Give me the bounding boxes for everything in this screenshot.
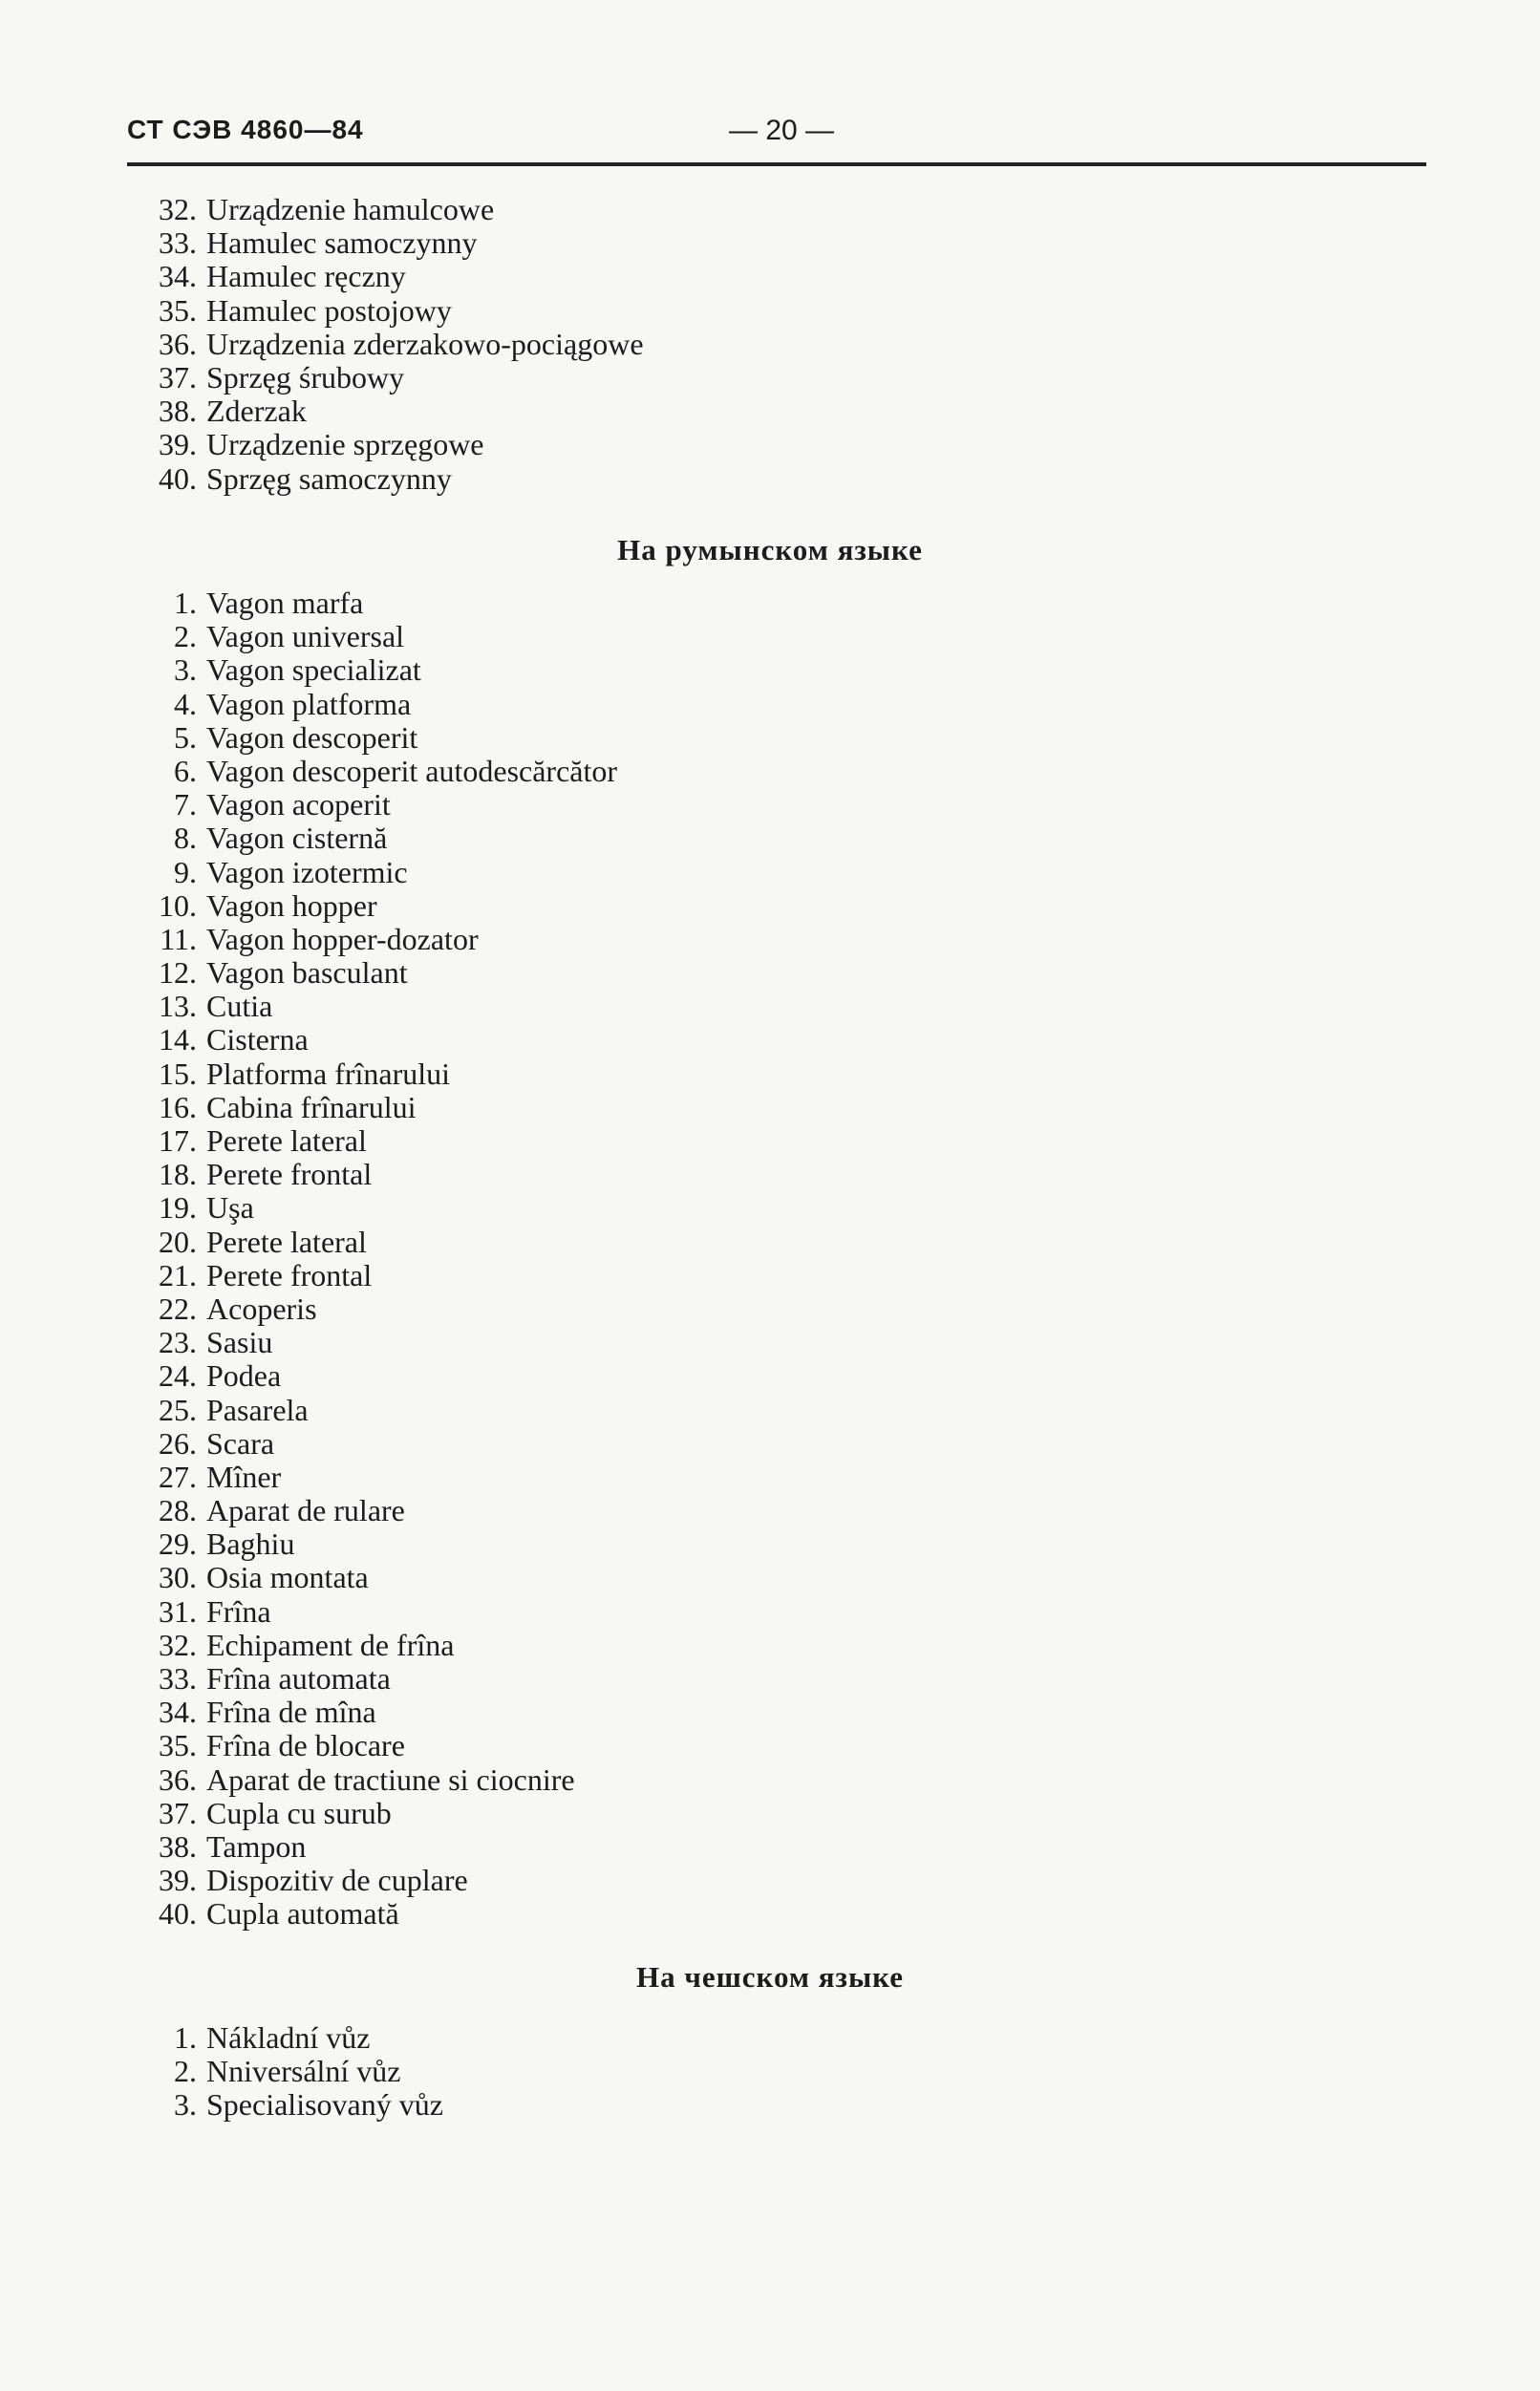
item-term: Urządzenie sprzęgowe	[206, 427, 484, 462]
list-item	[134, 653, 617, 687]
list-item	[134, 328, 644, 361]
item-number: 39.	[159, 427, 197, 462]
item-number: 25.	[159, 1392, 197, 1427]
polish-term-list	[134, 193, 644, 496]
list-item	[134, 1057, 617, 1091]
list-item	[134, 755, 617, 788]
list-item	[134, 1124, 617, 1158]
item-number: 23.	[159, 1325, 197, 1360]
item-number: 28.	[159, 1493, 197, 1528]
list-item	[134, 620, 617, 653]
item-term: Perete frontal	[206, 1157, 373, 1192]
item-term: Perete lateral	[206, 1123, 367, 1158]
item-number: 2.	[174, 619, 197, 654]
item-term: Vagon basculant	[206, 955, 408, 991]
list-item	[134, 2021, 443, 2055]
list-item	[134, 1292, 617, 1326]
list-item	[134, 856, 617, 889]
item-term: Perete frontal	[206, 1257, 373, 1292]
item-number: 30.	[159, 1560, 197, 1595]
standard-code: СТ СЭВ 4860—84	[127, 115, 364, 144]
item-number: 15.	[159, 1056, 197, 1091]
item-term: Vagon specializat	[206, 652, 421, 688]
item-number: 17.	[159, 1123, 197, 1158]
item-term: Urządzenie hamulcowe	[206, 192, 495, 226]
list-item	[134, 1158, 617, 1191]
list-item	[134, 1259, 617, 1292]
item-number: 16.	[159, 1089, 197, 1124]
list-item	[134, 788, 617, 822]
list-item	[134, 923, 617, 956]
list-item	[134, 1629, 617, 1662]
item-number: 24.	[159, 1358, 197, 1394]
item-term: Vagon acoperit	[206, 787, 391, 822]
list-item	[134, 1763, 617, 1797]
list-item	[134, 1864, 617, 1897]
item-number: 34.	[159, 259, 197, 294]
list-item	[134, 1595, 617, 1629]
item-number: 38.	[159, 1828, 197, 1864]
list-item	[134, 2088, 443, 2122]
list-item	[134, 1561, 617, 1594]
item-term: Hamulec ręczny	[206, 259, 406, 294]
item-number: 40.	[159, 460, 197, 496]
item-number: 1.	[174, 2020, 197, 2055]
item-number: 36.	[159, 1761, 197, 1797]
item-term: Sasiu	[206, 1325, 273, 1360]
list-item	[134, 193, 644, 226]
item-term: Nniversální vůz	[206, 2054, 401, 2089]
item-term: Osia montata	[206, 1560, 369, 1595]
list-item	[134, 1326, 617, 1359]
item-term: Frîna de blocare	[206, 1728, 405, 1763]
item-number: 4.	[174, 686, 197, 721]
item-term: Podea	[206, 1358, 282, 1394]
item-number: 8.	[174, 821, 197, 856]
item-term: Zderzak	[206, 394, 307, 429]
item-number: 13.	[159, 989, 197, 1024]
item-number: 27.	[159, 1459, 197, 1494]
item-term: Frîna	[206, 1593, 271, 1629]
romanian-section-heading: На румынском языке	[617, 533, 923, 566]
page-number: — 20 —	[729, 115, 835, 146]
page-header	[127, 115, 1426, 153]
list-item	[134, 1662, 617, 1696]
item-term: Cupla cu surub	[206, 1795, 392, 1830]
list-item	[134, 1394, 617, 1427]
header-rule	[127, 162, 1426, 166]
item-term: Vagon hopper	[206, 887, 377, 923]
item-number: 37.	[159, 1795, 197, 1830]
item-number: 39.	[159, 1863, 197, 1898]
item-term: Tampon	[206, 1828, 307, 1864]
item-term: Cupla automată	[206, 1896, 399, 1932]
list-item	[134, 1797, 617, 1830]
list-item	[134, 294, 644, 328]
item-number: 40.	[159, 1896, 197, 1932]
list-item	[134, 1023, 617, 1057]
item-term: Uşa	[206, 1190, 254, 1226]
list-item	[134, 1461, 617, 1494]
item-term: Frîna de mîna	[206, 1695, 376, 1730]
item-term: Cabina frînarului	[206, 1089, 417, 1124]
item-term: Acoperis	[206, 1291, 317, 1326]
item-term: Vagon cisternă	[206, 821, 388, 856]
item-term: Platforma frînarului	[206, 1056, 451, 1091]
romanian-term-list	[134, 587, 617, 1932]
item-term: Sprzęg samoczynny	[206, 460, 452, 496]
item-number: 34.	[159, 1695, 197, 1730]
item-number: 5.	[174, 719, 197, 755]
item-number: 11.	[160, 921, 197, 956]
list-item	[134, 822, 617, 855]
list-item	[134, 1091, 617, 1124]
item-term: Cisterna	[206, 1022, 309, 1057]
list-item	[134, 1830, 617, 1864]
item-number: 26.	[159, 1425, 197, 1461]
item-number: 22.	[159, 1291, 197, 1326]
item-term: Scara	[206, 1425, 275, 1461]
item-number: 21.	[159, 1257, 197, 1292]
item-number: 12.	[159, 955, 197, 991]
item-number: 18.	[159, 1157, 197, 1192]
item-term: Vagon universal	[206, 619, 405, 654]
list-item	[134, 462, 644, 496]
item-term: Vagon izotermic	[206, 854, 408, 889]
item-number: 37.	[159, 359, 197, 395]
item-number: 33.	[159, 1661, 197, 1696]
item-term: Sprzęg śrubowy	[206, 359, 405, 395]
list-item	[134, 956, 617, 990]
list-item	[134, 1494, 617, 1527]
list-item	[134, 395, 644, 428]
list-item	[134, 1527, 617, 1561]
item-number: 32.	[159, 1627, 197, 1662]
item-number: 38.	[159, 394, 197, 429]
item-term: Vagon descoperit autodescărcător	[206, 753, 618, 788]
list-item	[134, 260, 644, 293]
czech-term-list	[134, 2021, 443, 2123]
item-number: 19.	[159, 1190, 197, 1226]
item-number: 9.	[174, 854, 197, 889]
item-term: Pasarela	[206, 1392, 309, 1427]
item-term: Dispozitiv de cuplare	[206, 1863, 468, 1898]
item-term: Echipament de frîna	[206, 1627, 455, 1662]
item-term: Cutia	[206, 989, 273, 1024]
item-number: 3.	[174, 652, 197, 688]
list-item	[134, 428, 644, 461]
item-term: Aparat de tractiune si ciocnire	[206, 1761, 575, 1797]
list-item	[134, 721, 617, 755]
list-item	[134, 688, 617, 721]
item-term: Perete lateral	[206, 1224, 367, 1259]
list-item	[134, 1191, 617, 1225]
list-item	[134, 1359, 617, 1393]
item-term: Frîna automata	[206, 1661, 391, 1696]
item-term: Vagon descoperit	[206, 719, 418, 755]
item-number: 35.	[159, 292, 197, 328]
list-item	[134, 2055, 443, 2088]
item-number: 1.	[174, 586, 197, 620]
item-number: 31.	[159, 1593, 197, 1629]
list-item	[134, 587, 617, 620]
list-item	[134, 990, 617, 1023]
list-item	[134, 1226, 617, 1259]
item-number: 2.	[174, 2054, 197, 2089]
item-number: 3.	[174, 2087, 197, 2123]
item-term: Vagon marfa	[206, 586, 364, 620]
list-item	[134, 1696, 617, 1729]
item-term: Urządzenia zderzakowo-pociągowe	[206, 326, 644, 361]
list-item	[134, 226, 644, 260]
item-number: 35.	[159, 1728, 197, 1763]
item-number: 14.	[159, 1022, 197, 1057]
item-number: 32.	[159, 192, 197, 226]
list-item	[134, 361, 644, 395]
item-term: Mîner	[206, 1459, 282, 1494]
item-term: Baghiu	[206, 1526, 295, 1562]
list-item	[134, 1897, 617, 1931]
item-term: Vagon hopper-dozator	[206, 921, 479, 956]
list-item	[134, 1729, 617, 1762]
item-term: Specialisovaný vůz	[206, 2087, 443, 2123]
item-number: 33.	[159, 225, 197, 261]
item-number: 6.	[174, 753, 197, 788]
item-number: 20.	[159, 1224, 197, 1259]
czech-section-heading: На чешском языке	[635, 1960, 905, 1994]
item-number: 10.	[159, 887, 197, 923]
list-item	[134, 1427, 617, 1461]
item-number: 36.	[159, 326, 197, 361]
item-term: Nákladní vůz	[206, 2020, 371, 2055]
item-term: Hamulec postojowy	[206, 292, 452, 328]
item-term: Aparat de rulare	[206, 1493, 405, 1528]
item-number: 7.	[174, 787, 197, 822]
list-item	[134, 889, 617, 923]
item-term: Hamulec samoczynny	[206, 225, 478, 261]
item-term: Vagon platforma	[206, 686, 412, 721]
item-number: 29.	[159, 1526, 197, 1562]
